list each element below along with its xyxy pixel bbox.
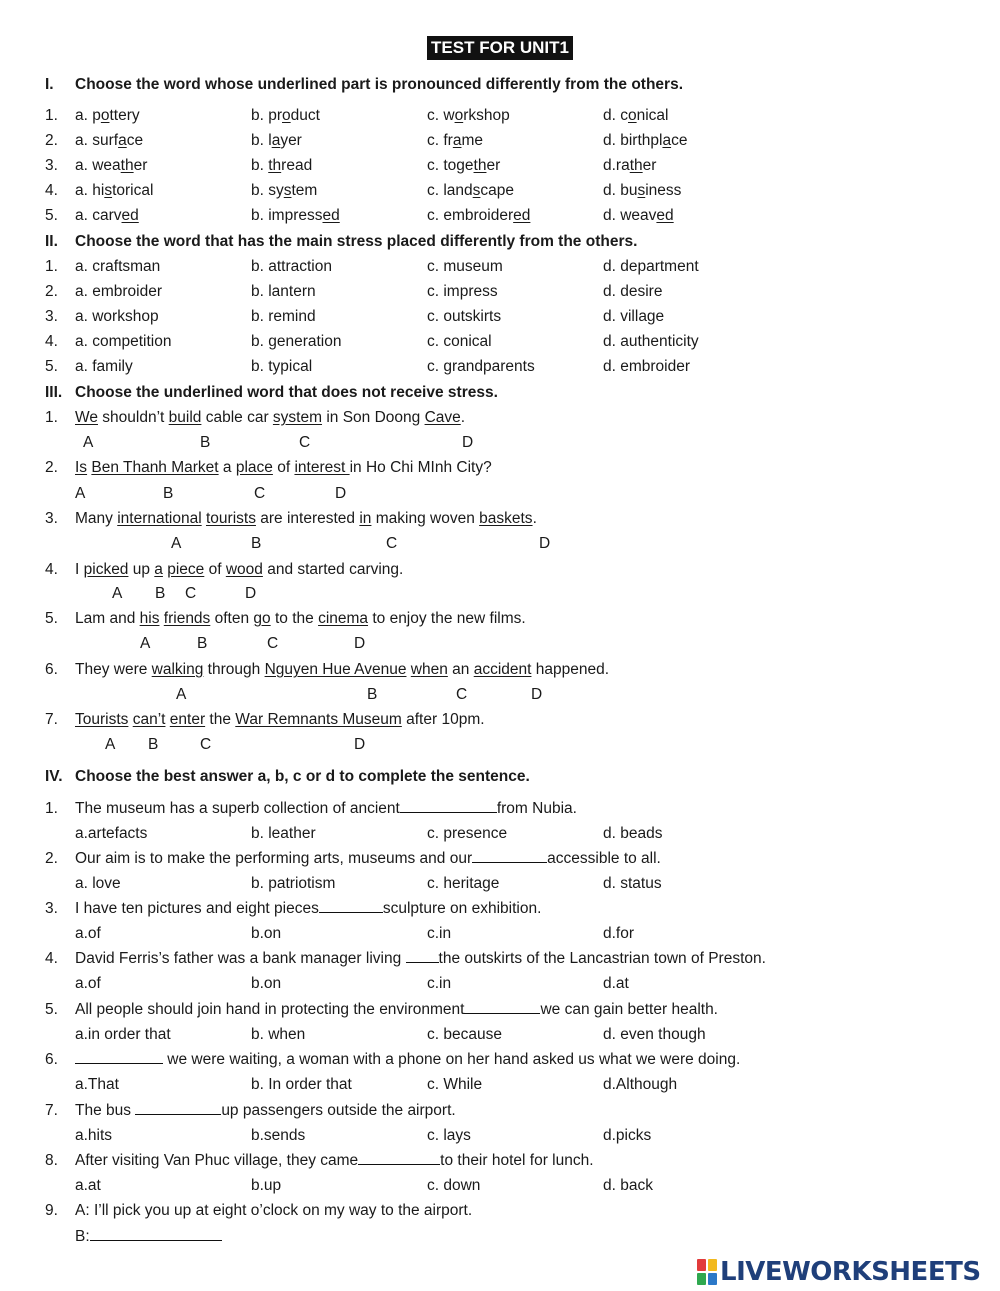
option-c[interactable]: c. embroidered xyxy=(427,207,531,224)
p4-question-7: 7. The bus up passengers outside the airport. xyxy=(45,1102,456,1119)
letter-a[interactable]: A xyxy=(83,434,94,451)
option-c[interactable]: c. museum xyxy=(427,258,503,275)
letter-b[interactable]: B xyxy=(148,736,159,753)
option-b[interactable]: b. patriotism xyxy=(251,875,336,892)
p1-question-2: 2. a. surface b. layer c. frame d. birthplace xyxy=(0,129,1000,153)
option-a[interactable]: a.hits xyxy=(75,1127,113,1144)
option-d[interactable]: d. department xyxy=(603,258,699,275)
p4-question-5: 5. All people should join hand in protecting the environment we can gain better health. xyxy=(45,1001,718,1018)
option-a[interactable]: a. historical xyxy=(75,182,154,199)
letter-a[interactable]: A xyxy=(171,535,182,552)
option-c[interactable]: c. While xyxy=(427,1076,483,1093)
p4-q9-response: B: xyxy=(0,1225,1000,1249)
p3-q5-letters xyxy=(0,632,1000,656)
option-c[interactable]: c. outskirts xyxy=(427,308,502,325)
option-b[interactable]: b. leather xyxy=(251,825,316,842)
option-d[interactable]: d. business xyxy=(603,182,682,199)
option-a[interactable]: a. workshop xyxy=(75,308,159,325)
page-title: TEST FOR UNIT1 xyxy=(427,36,573,60)
answer-blank[interactable] xyxy=(135,1101,221,1115)
option-a[interactable]: a. love xyxy=(75,875,121,892)
option-b[interactable]: b. system xyxy=(251,182,318,199)
option-a[interactable]: a. competition xyxy=(75,333,172,350)
letter-d[interactable]: D xyxy=(245,585,257,602)
option-b[interactable]: b.up xyxy=(251,1177,282,1194)
letter-a[interactable]: A xyxy=(112,585,123,602)
option-c[interactable]: c.in xyxy=(427,925,452,942)
option-b[interactable]: b.sends xyxy=(251,1127,306,1144)
logo-blocks-icon xyxy=(697,1259,717,1285)
letter-d[interactable]: D xyxy=(354,736,366,753)
option-c[interactable]: c. impress xyxy=(427,283,498,300)
letter-b[interactable]: B xyxy=(200,434,211,451)
option-c[interactable]: c.in xyxy=(427,975,452,992)
p4-q3-options xyxy=(0,922,1000,946)
letter-c[interactable]: C xyxy=(456,686,468,703)
option-b[interactable]: b. layer xyxy=(251,132,302,149)
p2-question-1: 1. a. craftsman b. attraction c. museum d. department xyxy=(0,255,1000,279)
p3-question-5: 5. Lam and his friends often go to the cinema to enjoy the new films. xyxy=(45,610,526,627)
answer-blank[interactable] xyxy=(472,849,547,863)
answer-blank[interactable] xyxy=(400,799,497,813)
p3-q4-letters xyxy=(0,582,1000,606)
letter-c[interactable]: C xyxy=(185,585,197,602)
option-c[interactable]: c. grandparents xyxy=(427,358,535,375)
letter-a[interactable]: A xyxy=(105,736,116,753)
p4-question-6: 6. we were waiting, a woman with a phone on her hand asked us what we were doing. xyxy=(45,1051,741,1068)
option-b[interactable]: b. attraction xyxy=(251,258,332,275)
answer-blank[interactable] xyxy=(406,949,439,963)
p4-q1-options xyxy=(0,822,1000,846)
letter-b[interactable]: B xyxy=(367,686,378,703)
option-d[interactable]: d.picks xyxy=(603,1127,652,1144)
option-d[interactable]: d. birthplace xyxy=(603,132,688,149)
answer-blank[interactable] xyxy=(358,1151,440,1165)
p3-q2-letters xyxy=(0,482,1000,506)
option-a[interactable]: a.at xyxy=(75,1177,101,1194)
p4-question-3: 3. I have ten pictures and eight pieces sculpture on exhibition. xyxy=(45,900,542,917)
letter-c[interactable]: C xyxy=(267,635,279,652)
letter-d[interactable]: D xyxy=(354,635,366,652)
option-b[interactable]: b.on xyxy=(251,975,282,992)
option-b[interactable]: b. In order that xyxy=(251,1076,352,1093)
option-c[interactable]: c. workshop xyxy=(427,107,510,124)
letter-c[interactable]: C xyxy=(299,434,311,451)
option-c[interactable]: c. conical xyxy=(427,333,492,350)
liveworksheets-logo xyxy=(697,1257,981,1287)
p4-q2-options xyxy=(0,872,1000,896)
section-3-heading: III. Choose the underlined word that does not receive stress. xyxy=(45,384,498,401)
p4-question-2: 2. Our aim is to make the performing arts, museums and our accessible to all. xyxy=(45,850,661,867)
letter-a[interactable]: A xyxy=(176,686,187,703)
p4-q8-options xyxy=(0,1174,1000,1198)
option-c[interactable]: c. heritage xyxy=(427,875,500,892)
p3-question-6: 6. They were walking through Nguyen Hue Avenue when an accident happened. xyxy=(45,661,610,678)
option-c[interactable]: c. because xyxy=(427,1026,502,1043)
option-d[interactable]: d. village xyxy=(603,308,665,325)
option-c[interactable]: c. together xyxy=(427,157,501,174)
p2-question-4: 4. a. competition b. generation c. conical d. authenticity xyxy=(0,330,1000,354)
p2-question-3: 3. a. workshop b. remind c. outskirts d. village xyxy=(0,305,1000,329)
p2-question-2: 2. a. embroider b. lantern c. impress d. desire xyxy=(0,280,1000,304)
option-d[interactable]: d.rather xyxy=(603,157,657,174)
p4-q5-options xyxy=(0,1023,1000,1047)
p3-q6-letters xyxy=(0,683,1000,707)
option-a[interactable]: a. pottery xyxy=(75,107,140,124)
letter-c[interactable]: C xyxy=(386,535,398,552)
option-c[interactable]: c. landscape xyxy=(427,182,515,199)
option-b[interactable]: b. impressed xyxy=(251,207,340,224)
option-a[interactable]: a. weather xyxy=(75,157,148,174)
option-b[interactable]: b. generation xyxy=(251,333,342,350)
option-d[interactable]: d. authenticity xyxy=(603,333,699,350)
option-a[interactable]: a. family xyxy=(75,358,133,375)
p4-question-9: 9. A: I’ll pick you up at eight o’clock on my way to the airport. xyxy=(45,1202,473,1219)
option-d[interactable]: d.at xyxy=(603,975,629,992)
p4-q7-options xyxy=(0,1124,1000,1148)
option-c[interactable]: c. frame xyxy=(427,132,484,149)
option-b[interactable]: b.on xyxy=(251,925,282,942)
p4-question-8: 8. After visiting Van Phuc village, they came to their hotel for lunch. xyxy=(45,1152,594,1169)
answer-blank[interactable] xyxy=(90,1227,222,1241)
p1-question-4: 4. a. historical b. system c. landscape d. business xyxy=(0,179,1000,203)
option-a[interactable]: a.That xyxy=(75,1076,119,1093)
section-4-heading: IV. Choose the best answer a, b, c or d to complete the sentence. xyxy=(45,768,530,785)
p3-q7-letters xyxy=(0,733,1000,757)
p3-question-1: 1. We shouldn’t build cable car system in Son Doong Cave. xyxy=(45,409,466,426)
logo-text: LIVEWORKSHEETS xyxy=(720,1257,981,1287)
p1-question-5: 5. a. carved b. impressed c. embroidered d. weaved xyxy=(0,204,1000,228)
letter-b[interactable]: B xyxy=(163,485,174,502)
p3-question-4: 4. I picked up a piece of wood and started carving. xyxy=(45,561,404,578)
letter-b[interactable]: B xyxy=(197,635,208,652)
p4-q6-options xyxy=(0,1073,1000,1097)
option-d[interactable]: d.for xyxy=(603,925,635,942)
option-b[interactable]: b. when xyxy=(251,1026,306,1043)
letter-c[interactable]: C xyxy=(200,736,212,753)
p3-q3-letters xyxy=(0,532,1000,556)
option-d[interactable]: d. conical xyxy=(603,107,669,124)
option-a[interactable]: a. carved xyxy=(75,207,139,224)
letter-b[interactable]: B xyxy=(251,535,262,552)
letter-a[interactable]: A xyxy=(140,635,151,652)
p1-question-1: 1. a. pottery b. product c. workshop d. conical xyxy=(0,104,1000,128)
option-b[interactable]: b. lantern xyxy=(251,283,316,300)
option-a[interactable]: a.of xyxy=(75,975,101,992)
p3-question-7: 7. Tourists can’t enter the War Remnants Museum after 10pm. xyxy=(45,711,485,728)
option-a[interactable]: a.artefacts xyxy=(75,825,148,842)
p3-question-2: 2. Is Ben Thanh Market a place of interest in Ho Chi MInh City? xyxy=(45,459,492,476)
option-a[interactable]: a. embroider xyxy=(75,283,163,300)
letter-d[interactable]: D xyxy=(539,535,551,552)
option-a[interactable]: a.in order that xyxy=(75,1026,171,1043)
option-d[interactable]: d. desire xyxy=(603,283,663,300)
option-d[interactable]: d. back xyxy=(603,1177,653,1194)
option-d[interactable]: d. weaved xyxy=(603,207,674,224)
section-1-heading: I. Choose the word whose underlined part is pronounced differently from the others. xyxy=(45,76,683,93)
letter-b[interactable]: B xyxy=(155,585,166,602)
answer-blank[interactable] xyxy=(464,1000,540,1014)
option-b[interactable]: b. product xyxy=(251,107,320,124)
letter-a[interactable]: A xyxy=(75,485,86,502)
option-b[interactable]: b. thread xyxy=(251,157,313,174)
option-d[interactable]: d. status xyxy=(603,875,662,892)
option-d[interactable]: d. even though xyxy=(603,1026,706,1043)
p1-question-3: 3. a. weather b. thread c. together d.rather xyxy=(0,154,1000,178)
option-d[interactable]: d. beads xyxy=(603,825,663,842)
option-b[interactable]: b. remind xyxy=(251,308,316,325)
section-2-heading: II. Choose the word that has the main stress placed differently from the others. xyxy=(45,233,638,250)
p4-q4-options xyxy=(0,972,1000,996)
letter-d[interactable]: D xyxy=(335,485,347,502)
option-a[interactable]: a. surface xyxy=(75,132,144,149)
p2-question-5: 5. a. family b. typical c. grandparents d. embroider xyxy=(0,355,1000,379)
letter-c[interactable]: C xyxy=(254,485,266,502)
letter-d[interactable]: D xyxy=(531,686,543,703)
option-d[interactable]: d. embroider xyxy=(603,358,691,375)
answer-blank[interactable] xyxy=(75,1050,163,1064)
option-c[interactable]: c. down xyxy=(427,1177,481,1194)
option-c[interactable]: c. lays xyxy=(427,1127,471,1144)
p3-q1-letters xyxy=(0,431,1000,455)
option-a[interactable]: a. craftsman xyxy=(75,258,161,275)
p4-question-4: 4. David Ferris’s father was a bank manager living the outskirts of the Lancastrian town of Preston. xyxy=(45,950,766,967)
option-b[interactable]: b. typical xyxy=(251,358,313,375)
answer-blank[interactable] xyxy=(319,899,383,913)
option-c[interactable]: c. presence xyxy=(427,825,508,842)
p4-question-1: 1. The museum has a superb collection of ancient from Nubia. xyxy=(45,800,577,817)
option-d[interactable]: d.Although xyxy=(603,1076,678,1093)
p3-question-3: 3. Many international tourists are interested in making woven baskets. xyxy=(45,510,537,527)
letter-d[interactable]: D xyxy=(462,434,474,451)
option-a[interactable]: a.of xyxy=(75,925,101,942)
